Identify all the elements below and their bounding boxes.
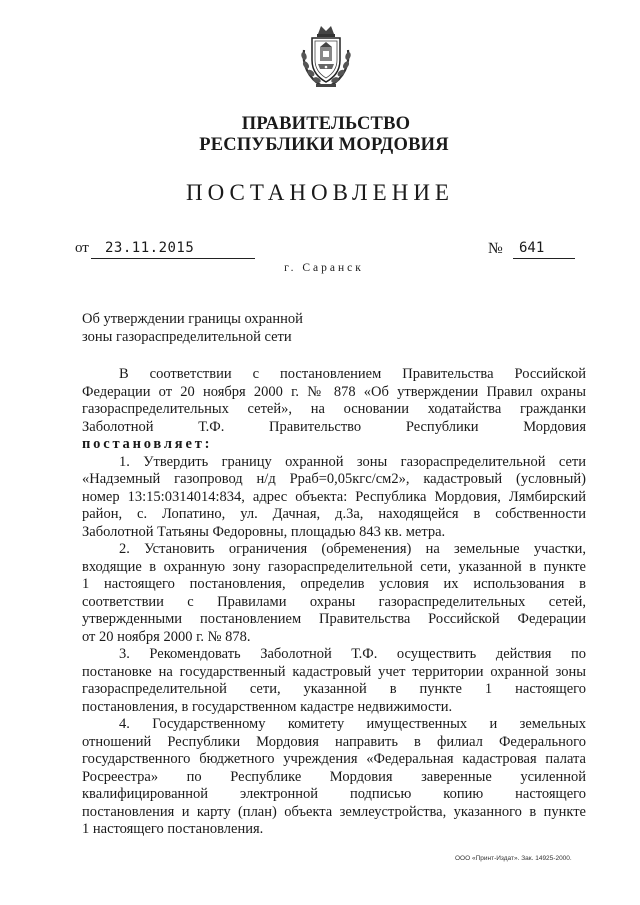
body-line: постановке на государственный кадастровый учет территории охранной зоны [82, 663, 586, 680]
body-line: газораспределительной сети, указанной в пункте 1 настоящего [82, 681, 586, 697]
government-subtitle: РЕСПУБЛИКИ МОРДОВИЯ [199, 135, 449, 155]
body-line: 1 настоящего постановления. [82, 821, 264, 837]
body-line: номер 13:15:0314014:834, адрес объекта: Республика Мордовия, Лямбирский [82, 488, 586, 505]
body-line: квалифицированной электронной подписью копию настоящего [82, 786, 586, 802]
body-line: постановления, в государственном кадастре недвижимости. [82, 698, 453, 715]
body-line: утвержденными постановлением Правительства Российской Федерации [82, 611, 586, 627]
printer-imprint: ООО «Принт-Издат». Зак. 14925-2000. [455, 855, 572, 862]
body-line: 2. Установить ограничения (обременения) на земельные участки, [119, 541, 586, 557]
body-line: соответствии с Правилами охраны газораспределительных сетей, [82, 593, 586, 610]
document-number: 641 [513, 240, 575, 259]
subject-line: зоны газораспределительной сети [82, 329, 292, 345]
body-line: 1 настоящего постановления, определив условия их использования в [82, 576, 586, 592]
resolve-word: постановляет: [82, 436, 213, 452]
body-line: 4. Государственному комитету имущественных и земельных [119, 716, 586, 732]
body-line: газораспределительных сетей», на основании ходатайства гражданки [82, 401, 586, 417]
body-line: «Надземный газопровод н/д Рраб=0,05кгс/см2», кадастровый (условный) [82, 471, 586, 487]
body-line: государственного бюджетного учреждения «Федеральная кадастровая палата [82, 751, 586, 767]
body-line: входящие в охранную зону газораспределительной сети, указанной в пункте [82, 558, 586, 575]
body-line: от 20 ноября 2000 г. № 878. [82, 628, 251, 645]
body-line: постановления и карту (план) объекта землеустройства, указанного в пункте [82, 803, 586, 820]
body-line: 3. Рекомендовать Заболотной Т.Ф. осуществить действия по [119, 646, 586, 662]
body-line: отношений Республики Мордовия направить в филиал Федерального [82, 733, 586, 750]
body-line: Заболотной Татьяны Федоровны, площадью 843 кв. метра. [82, 523, 446, 540]
government-title: ПРАВИТЕЛЬСТВО [241, 114, 411, 134]
date-number-row [75, 240, 590, 262]
document-date: 23.11.2015 [91, 240, 255, 259]
document-type: ПОСТАНОВЛЕНИЕ [186, 180, 454, 205]
subject-line: Об утверждении границы охранной [82, 311, 303, 327]
document-subject [82, 310, 382, 346]
body-line: В соответствии с постановлением Правительства Российской [119, 366, 586, 382]
body-line: 1. Утвердить границу охранной зоны газораспределительной сети [119, 453, 586, 470]
body-line: Росреестра» по Республике Мордовия заверенные усиленной [82, 768, 586, 785]
number-prefix: № [488, 240, 503, 257]
body-line: Заболотной Т.Ф. Правительство Республики Мордовия [82, 418, 586, 435]
document-body [82, 366, 586, 839]
date-prefix: от [75, 240, 89, 256]
body-line: Федерации от 20 ноября 2000 г. № 878 «Об утверждении Правил охраны [82, 383, 586, 400]
city-line: г. Саранск [284, 262, 364, 274]
coat-of-arms-icon [296, 20, 356, 92]
body-line: район, с. Лопатино, ул. Дачная, д.3а, находящейся в собственности [82, 506, 586, 522]
